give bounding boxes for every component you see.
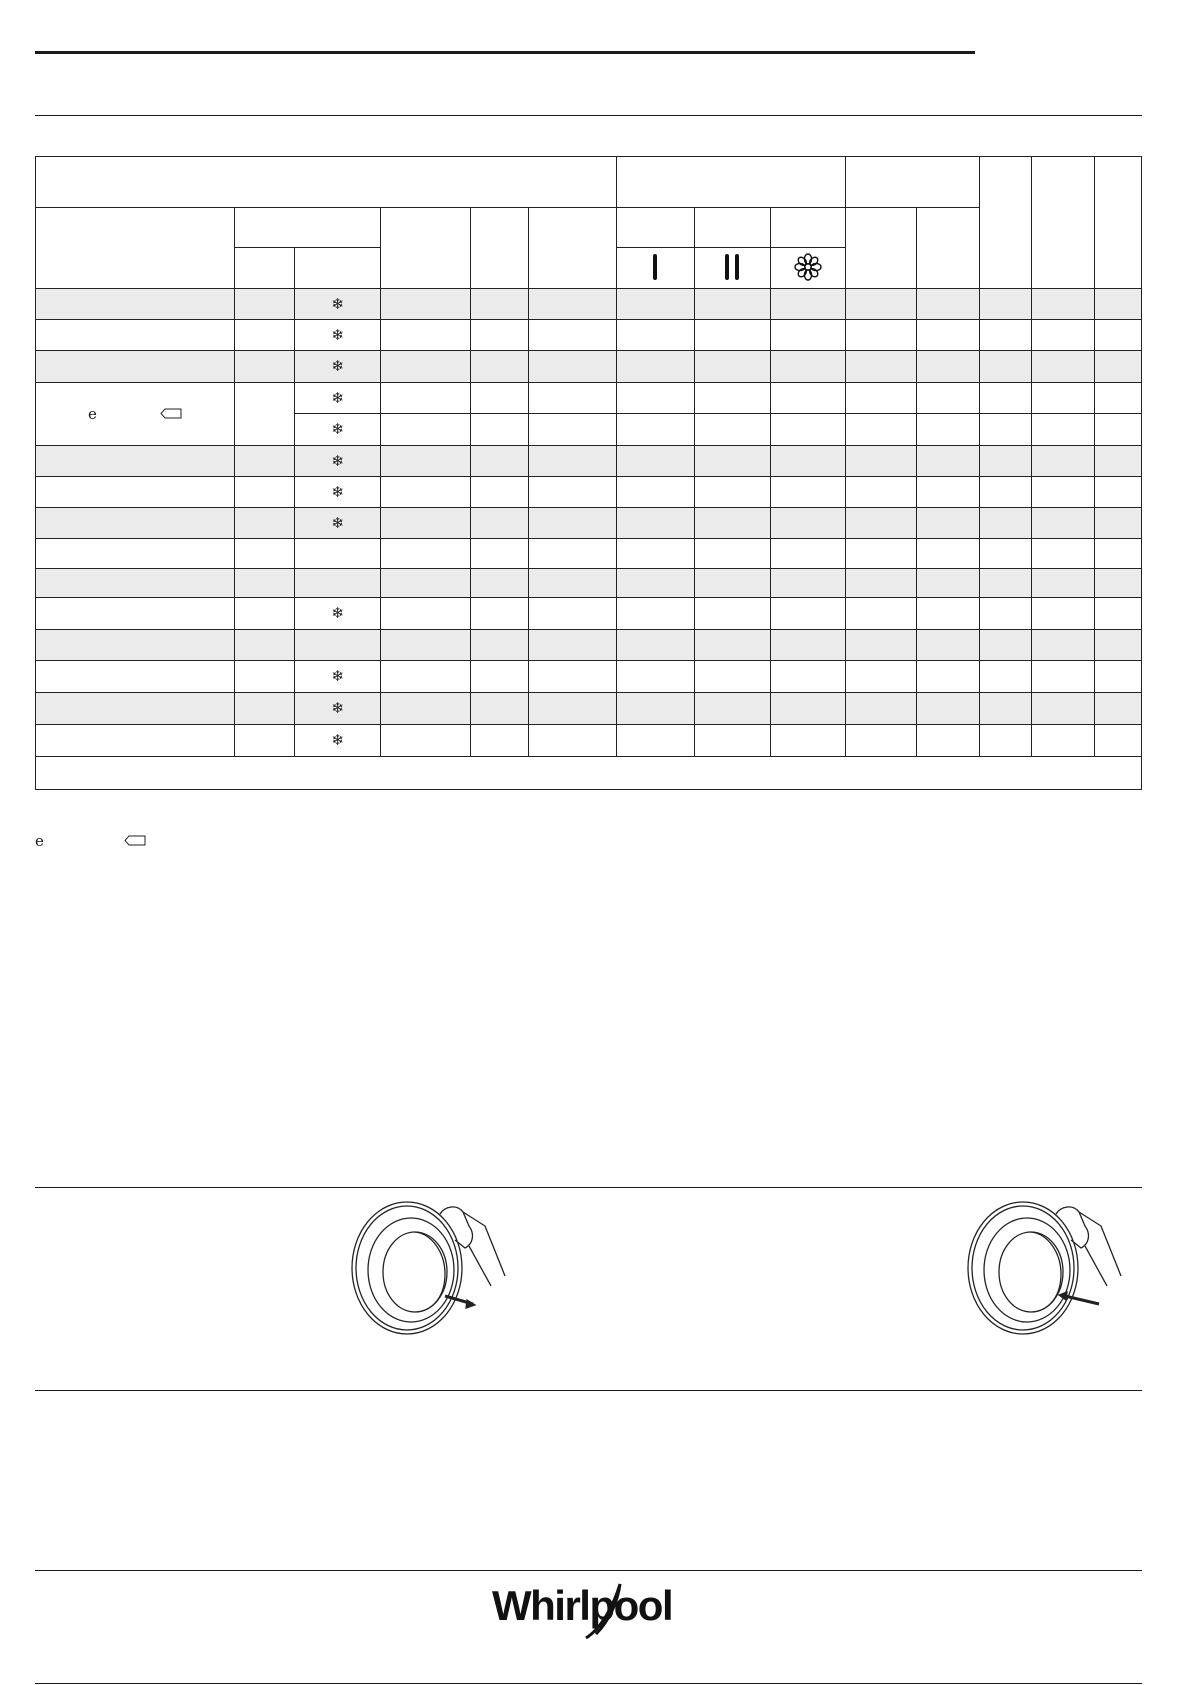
footer-rule xyxy=(35,1570,1142,1571)
tag-icon xyxy=(124,835,146,846)
merged-label-cell xyxy=(36,383,235,446)
snowflake-icon: ❄ xyxy=(331,421,344,438)
header-cell-g2 xyxy=(916,208,979,289)
table-row xyxy=(36,539,1142,569)
snowflake-icon: ❄ xyxy=(331,389,344,407)
header-cell-group xyxy=(846,157,980,208)
page-bottom-rule xyxy=(35,1683,1142,1684)
header-rule-thick xyxy=(35,51,975,54)
tag-icon xyxy=(160,408,182,419)
section-rule-bottom xyxy=(35,1390,1142,1391)
header-cell-g1 xyxy=(846,208,916,289)
snowflake-icon: ❄ xyxy=(331,514,344,532)
table-header-row-2 xyxy=(36,208,1142,248)
header-cell-temp xyxy=(235,208,381,248)
snowflake-icon: ❄ xyxy=(331,452,344,470)
table-row xyxy=(36,598,1142,630)
header-rule-thin xyxy=(35,115,1142,116)
snowflake-icon: ❄ xyxy=(331,605,344,622)
snowflake-icon: ❄ xyxy=(331,295,344,313)
snowflake-icon: ❄ xyxy=(331,668,344,685)
footnote xyxy=(35,832,146,850)
header-cell-l3 xyxy=(770,208,845,248)
header-cell-levels xyxy=(617,157,846,208)
table-row xyxy=(36,725,1142,757)
snowflake-icon: ❄ xyxy=(331,358,344,375)
header-cell-c xyxy=(528,208,617,289)
header-cell-temp-2 xyxy=(295,248,380,289)
table-row xyxy=(36,320,1142,351)
header-cell-temp-1 xyxy=(235,248,295,289)
header-cell-name xyxy=(36,208,235,289)
header-cell-a xyxy=(380,208,470,289)
table-row xyxy=(36,446,1142,477)
table-row xyxy=(36,569,1142,598)
table-row xyxy=(36,693,1142,725)
header-cell-l2 xyxy=(694,208,770,248)
merged-temp-cell xyxy=(235,383,295,446)
flower-icon xyxy=(794,253,822,281)
table-header-row-1 xyxy=(36,157,1142,208)
header-cell-extra-1 xyxy=(980,157,1032,289)
table-row xyxy=(36,477,1142,508)
e-glyph: e xyxy=(35,832,44,850)
table-row xyxy=(36,661,1142,693)
snowflake-icon: ❄ xyxy=(331,326,344,344)
program-table xyxy=(35,156,1142,790)
door-close-illustration xyxy=(961,1196,1126,1341)
header-cell-extra-3 xyxy=(1094,157,1141,289)
header-cell-b xyxy=(471,208,528,289)
door-open-illustration xyxy=(345,1196,510,1341)
level-2-icon xyxy=(723,254,741,280)
header-cell-icon-1 xyxy=(617,248,694,289)
level-1-icon xyxy=(650,254,660,280)
table-row xyxy=(36,383,1142,414)
table-row xyxy=(36,630,1142,661)
header-cell-extra-2 xyxy=(1032,157,1094,289)
header-cell-icon-3 xyxy=(770,248,845,289)
header-cell-program xyxy=(36,157,617,208)
header-cell-icon-2 xyxy=(694,248,770,289)
table-row xyxy=(36,508,1142,539)
whirlpool-logo xyxy=(490,1576,690,1646)
section-rule-top xyxy=(35,1187,1142,1188)
svg-text:Whirlpool: Whirlpool xyxy=(492,1582,673,1629)
table-row xyxy=(36,351,1142,383)
header-cell-l1 xyxy=(617,208,694,248)
snowflake-icon: ❄ xyxy=(331,732,344,749)
snowflake-icon: ❄ xyxy=(331,483,344,501)
table-footer-row xyxy=(36,757,1142,790)
table-row xyxy=(36,289,1142,320)
e-glyph: e xyxy=(87,405,97,423)
snowflake-icon: ❄ xyxy=(331,700,344,717)
table-footer-cell xyxy=(36,757,1142,790)
